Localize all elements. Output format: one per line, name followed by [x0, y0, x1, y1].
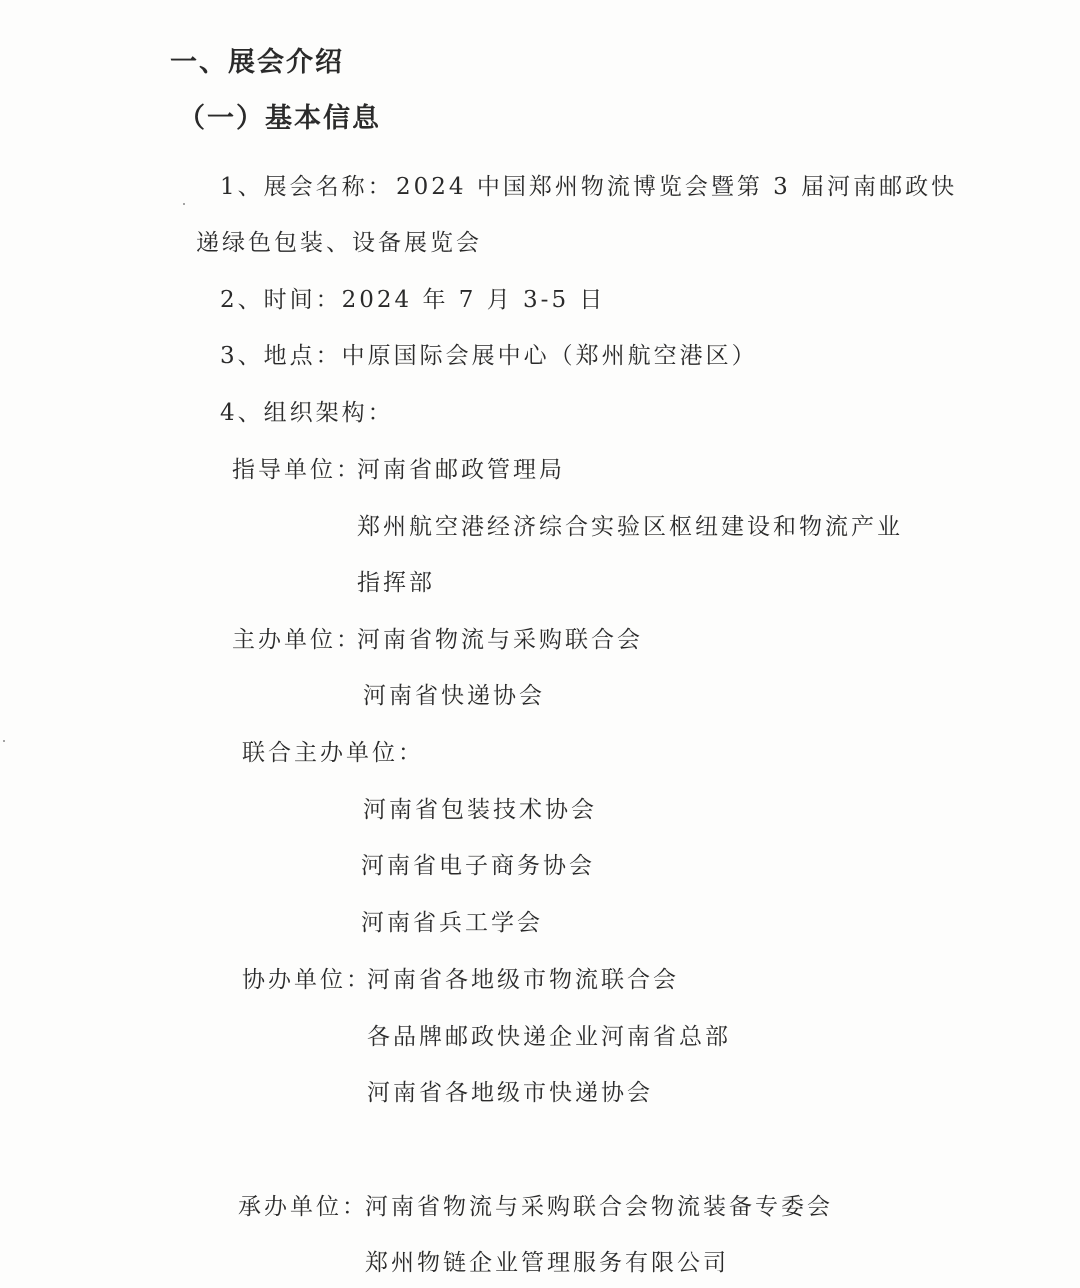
- cohost-unit-label: 联合主办单位：: [242, 740, 424, 766]
- guide-unit-2: 郑州航空港经济综合实验区枢纽建设和物流产业: [357, 514, 903, 540]
- cohost-unit-3: 河南省兵工学会: [361, 910, 543, 936]
- organization-heading: 4、组织架构：: [220, 400, 394, 426]
- assist-unit-1: 河南省各地级市物流联合会: [367, 967, 679, 993]
- organizer-unit-2: 郑州物链企业管理服务有限公司: [365, 1250, 729, 1276]
- scan-speck: [3, 740, 5, 742]
- host-unit-1: 河南省物流与采购联合会: [357, 627, 643, 653]
- organizer-unit-label: 承办单位：: [238, 1194, 368, 1220]
- host-unit-2: 河南省快递协会: [363, 683, 545, 709]
- host-unit-label: 主办单位：: [232, 627, 362, 653]
- assist-unit-label: 协办单位：: [242, 967, 372, 993]
- cohost-unit-1: 河南省包装技术协会: [363, 797, 597, 823]
- organizer-unit-1: 河南省物流与采购联合会物流装备专委会: [365, 1194, 833, 1220]
- exhibition-place: 3、地点：中原国际会展中心（郑州航空港区）: [220, 343, 758, 369]
- guide-unit-2-continued: 指挥部: [357, 570, 435, 596]
- section-title: 一、展会介绍: [170, 47, 344, 78]
- assist-unit-2: 各品牌邮政快递企业河南省总部: [367, 1024, 731, 1050]
- scan-speck: [183, 203, 185, 205]
- exhibition-time: 2、时间：2024 年 7 月 3-5 日: [220, 287, 606, 313]
- exhibition-name-label: 1、展会名称：: [220, 174, 394, 200]
- section-subtitle: （一）基本信息: [178, 103, 381, 134]
- guide-unit-label: 指导单位：: [232, 457, 362, 483]
- cohost-unit-2: 河南省电子商务协会: [361, 853, 595, 879]
- assist-unit-3: 河南省各地级市快递协会: [367, 1080, 653, 1106]
- guide-unit-1: 河南省邮政管理局: [357, 457, 565, 483]
- exhibition-name-value: 2024 中国郑州物流博览会暨第 3 届河南邮政快: [396, 174, 958, 200]
- exhibition-name-continued: 递绿色包装、设备展览会: [196, 230, 482, 256]
